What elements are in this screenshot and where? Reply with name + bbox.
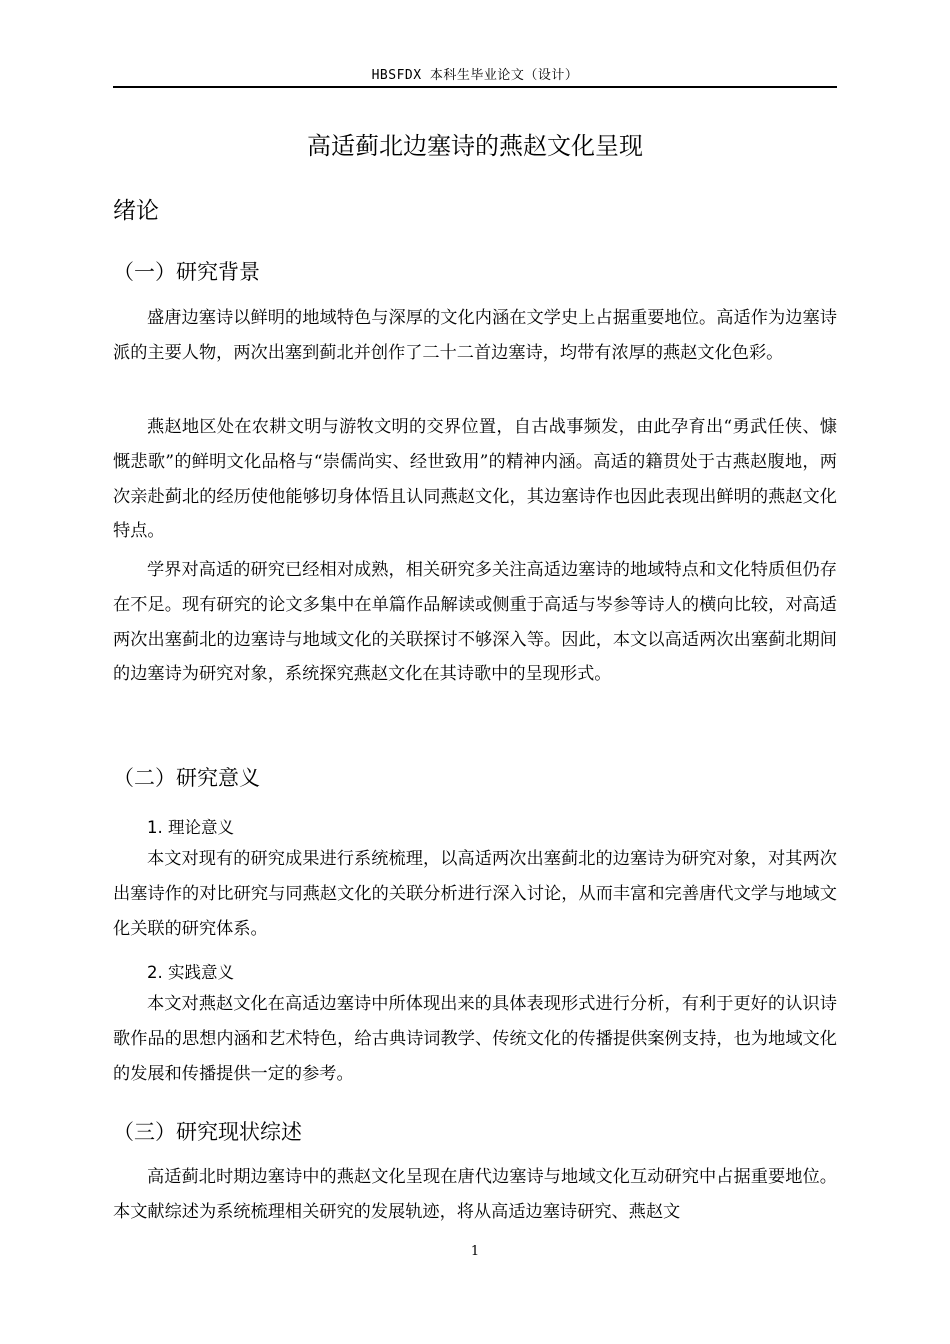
paper-title: 高适蓟北边塞诗的燕赵文化呈现 <box>307 132 643 160</box>
paragraph-background-1: 盛唐边塞诗以鲜明的地域特色与深厚的文化内涵在文学史上占据重要地位。高适作为边塞诗派的主要人物，两次出塞到蓟北并创作了二十二首边塞诗，均带有浓厚的燕赵文化色彩。 <box>113 308 837 363</box>
subsection-heading-significance: （二）研究意义 <box>113 766 260 790</box>
paragraph-background-2: 燕赵地区处在农耕文明与游牧文明的交界位置，自古战事频发，由此孕育出“勇武任侠、慷慨悲歌”的鲜明文化品格与“崇儒尚实、经世致用”的精神内涵。高适的籍贯处于古燕赵腹地，两次亲赴蓟北的经历使他能够切身体悟且认同燕赵文化，其边塞诗作也因此表现出鲜明的燕赵文化特点。 <box>113 417 837 542</box>
header-rule <box>113 86 837 88</box>
paragraph-background-3: 学界对高适的研究已经相对成熟，相关研究多关注高适边塞诗的地域特点和文化特质但仍存在不足。现有研究的论文多集中在单篇作品解读或侧重于高适与岑参等诗人的横向比较，对高适两次出塞蓟北的边塞诗与地域文化的关联探讨不够深入等。因此，本文以高适两次出塞蓟北期间的边塞诗为研究对象，系统探究燕赵文化在其诗歌中的呈现形式。 <box>113 560 837 685</box>
page-number: 1 <box>470 1244 480 1259</box>
subsection-heading-background: （一）研究背景 <box>113 260 260 284</box>
section-heading-introduction: 绪论 <box>113 198 159 224</box>
paragraph-theoretical-significance: 本文对现有的研究成果进行系统梳理，以高适两次出塞蓟北的边塞诗为研究对象，对其两次出塞诗作的对比研究与同燕赵文化的关联分析进行深入讨论，从而丰富和完善唐代文学与地域文化关联的研究体系。 <box>113 849 837 939</box>
subsection-heading-review: （三）研究现状综述 <box>113 1120 302 1144</box>
paragraph-practical-significance: 本文对燕赵文化在高适边塞诗中所体现出来的具体表现形式进行分析，有利于更好的认识诗歌作品的思想内涵和艺术特色，给古典诗词教学、传统文化的传播提供案例支持，也为地域文化的发展和传播提供一定的参考。 <box>113 994 837 1084</box>
running-header: HBSFDX 本科生毕业论文（设计） <box>371 68 579 83</box>
heading-theoretical-significance: 1. 理论意义 <box>147 818 234 837</box>
heading-practical-significance: 2. 实践意义 <box>147 963 234 982</box>
paragraph-review: 高适蓟北时期边塞诗中的燕赵文化呈现在唐代边塞诗与地域文化互动研究中占据重要地位。本文献综述为系统梳理相关研究的发展轨迹，将从高适边塞诗研究、燕赵文 <box>113 1167 837 1222</box>
